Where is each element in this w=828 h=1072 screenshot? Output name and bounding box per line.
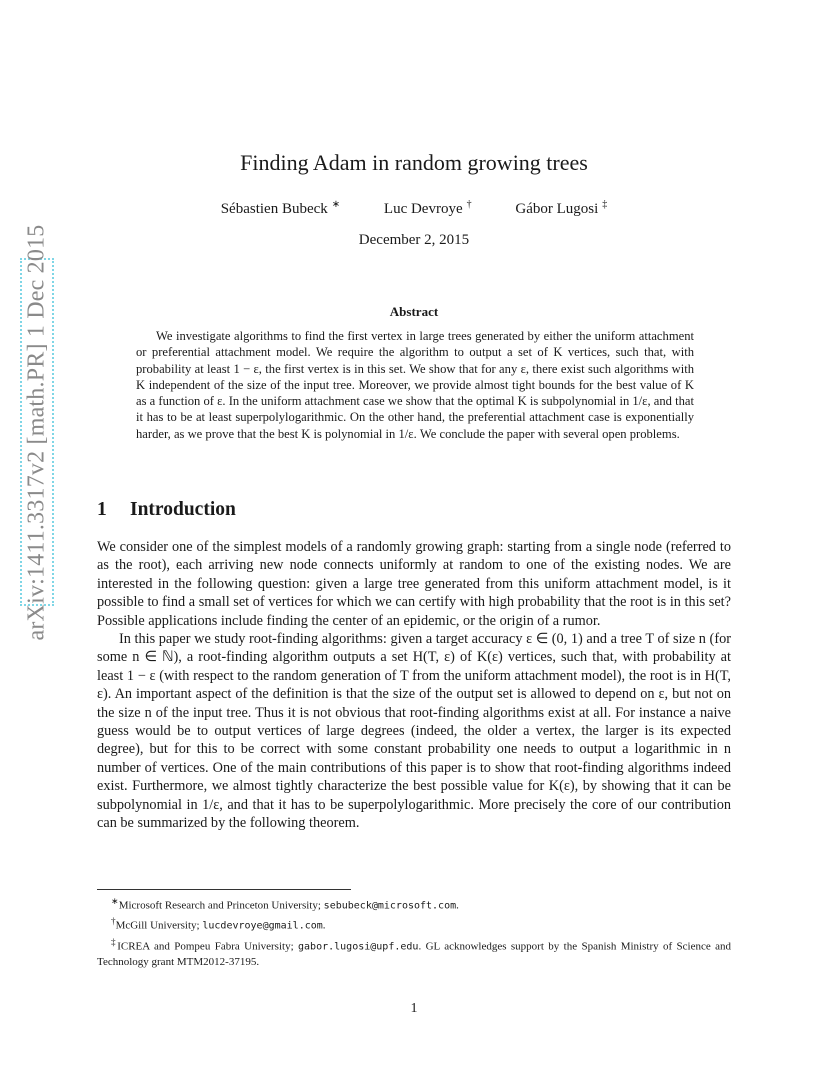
section-number: 1 bbox=[97, 499, 107, 520]
footnote-mark: ‡ bbox=[111, 936, 118, 947]
section-heading bbox=[97, 499, 236, 521]
author bbox=[221, 199, 340, 218]
footnote bbox=[97, 894, 731, 914]
abstract-text: We investigate algorithms to find the first vertex in large trees generated by either the uniform attachment or preferential attachment model. We require the algorithm to output a set of K vertices, such that, with probability at least 1 − ε, the first vertex is in this set. We show that for any ε, there exist such algorithms with K independent of the size of the input tree. Moreover, we provide almost tight bounds for the best value of K as a function of ε. In the uniform attachment case we show that the optimal K is subpolynomial in 1/ε, and that it has to be at least superpolylogarithmic. On the other hand, the preferential attachment case is exponentially harder, as we prove that the best K is polynomial in 1/ε. We conclude the paper with several open problems. bbox=[136, 329, 694, 441]
footnote-divider bbox=[97, 889, 351, 890]
author-footnote-mark: † bbox=[466, 199, 472, 210]
section-title: Introduction bbox=[130, 499, 236, 520]
author-list bbox=[0, 199, 828, 218]
author-name: Gábor Lugosi bbox=[515, 201, 599, 217]
footnote-mark: † bbox=[111, 916, 116, 927]
page-number: 1 bbox=[410, 1001, 418, 1016]
paper-date: December 2, 2015 bbox=[358, 232, 470, 248]
footnote-tail: . bbox=[456, 899, 459, 912]
footnotes bbox=[97, 894, 731, 970]
author-name: Sébastien Bubeck bbox=[220, 201, 328, 217]
footnote-tail: . bbox=[322, 919, 326, 932]
footnote-text: Microsoft Research and Princeton University; bbox=[118, 899, 324, 912]
footnote bbox=[97, 935, 731, 971]
footnote-text: McGill University; bbox=[115, 919, 203, 932]
footnote-email: gabor.lugosi@upf.edu bbox=[298, 941, 419, 953]
abstract-heading: Abstract bbox=[389, 304, 439, 319]
footnote-email: sebubeck@microsoft.com bbox=[323, 900, 457, 912]
author bbox=[384, 199, 472, 218]
author bbox=[515, 199, 607, 218]
footnote-text: ICREA and Pompeu Fabra University; bbox=[117, 940, 299, 953]
footnote bbox=[97, 914, 731, 934]
footnote-mark: ∗ bbox=[111, 896, 119, 906]
footnote-tail: . GL acknowledges support by the Spanish Ministry of Science and Technology grant MTM2012-37195. bbox=[97, 940, 732, 968]
author-name: Luc Devroye bbox=[383, 201, 463, 217]
arxiv-identifier: arXiv:1411.3317v2 [math.PR] 1 Dec 2015 bbox=[23, 224, 50, 640]
body-paragraph: We consider one of the simplest models of a randomly growing graph: starting from a single node (referred to as the root), each arriving new node connects uniformly at random to one of the existing nodes. We are interested in the following question: given a large tree generated from this uniform attachment model, is it possible to find a small set of vertices for which we can certify with high probability that the root is in this set? Possible applications include finding the center of an epidemic, or the origin of a rumor. bbox=[97, 539, 731, 629]
section-body bbox=[97, 538, 731, 833]
body-paragraph: In this paper we study root-finding algorithms: given a target accuracy ε ∈ (0, 1) and a tree T of size n (for some n ∈ ℕ), a root-finding algorithm outputs a set H(T, ε) of K(ε) vertices, such that, with probability at least 1 − ε (with respect to the random generation of T from the uniform attachment model), the root is in H(T, ε). An important aspect of the definition is that the size of the output set is allowed to depend on ε, but not on the size n of the input tree. Thus it is not obvious that root-finding algorithms exist at all. For instance a naive guess would be to output vertices of large degrees (indeed, the older a vertex, the larger is its expected degree), but for this to be correct with some constant probability one needs to output a logarithmic in n number of vertices. One of the main contributions of this paper is to show that root-finding algorithms indeed exist. Furthermore, we almost tightly characterize the best possible value for K(ε), by showing that it can be subpolynomial in 1/ε, and that it has to be superpolylogarithmic. More precisely the core of our contribution can be summarized by the following theorem. bbox=[97, 631, 731, 832]
footnote-email: lucdevroye@gmail.com bbox=[202, 920, 323, 932]
author-footnote-mark: ∗ bbox=[331, 199, 341, 210]
author-footnote-mark: ‡ bbox=[602, 199, 608, 210]
paper-title: Finding Adam in random growing trees bbox=[240, 150, 588, 175]
